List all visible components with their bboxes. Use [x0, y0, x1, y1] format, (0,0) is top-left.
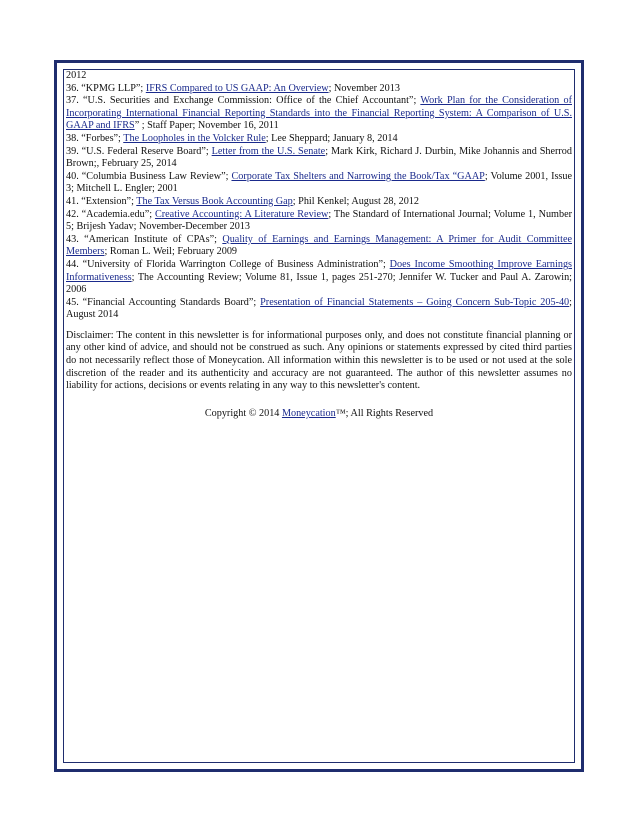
reference-item: 36. “KPMG LLP”; IFRS Compared to US GAAP: An Overview; November 2013	[66, 82, 400, 94]
reference-item: 41. “Extension”; The Tax Versus Book Accounting Gap; Phil Kenkel; August 28, 2012	[66, 195, 419, 207]
moneycation-link[interactable]: Moneycation	[281, 407, 336, 419]
disclaimer-text: Disclaimer: The content in this newsletter is for informational purposes only, and does not constitute financial planning or any other kind of advice, and should not be construed as such. Any opinions or statements expressed by cited third parties do not necessarily reflect those of Moneycation. All information within this newsletter is to be used or not used at the sole discretion of the reader and its authenticity and accuracy are not guaranteed. The author of this newsletter assumes no liability for actions, decisions or events relating in any way to this newsletter's content.	[66, 329, 572, 392]
reference-item: 45. “Financial Accounting Standards Board”; Presentation of Financial Statements – Going Concern Sub-Topic 205-40; August 2014	[66, 296, 572, 321]
reference-link[interactable]: Corporate Tax Shelters and Narrowing the Book/Tax “GAAP	[231, 170, 485, 182]
reference-link[interactable]: IFRS Compared to US GAAP: An Overview	[145, 82, 329, 94]
reference-link[interactable]: Quality of Earnings and Earnings Management: A Primer for Audit Committee Members	[66, 233, 572, 258]
reference-item: 42. “Academia.edu”; Creative Accounting: A Literature Review; The Standard of International Journal; Volume 1, Number 5; Brijesh Yadav; November-December 2013	[66, 208, 572, 233]
reference-item: 38. “Forbes”; The Loopholes in the Volcker Rule; Lee Sheppard; January 8, 2014	[66, 132, 398, 144]
reference-item: 37. “U.S. Securities and Exchange Commission: Office of the Chief Accountant”; Work Plan for the Consideration of Incorporating International Financial Reporting Standards into the Financial Reporting System: A Comparison of U.S. GAAP and IFRS” ; Staff Paper; November 16, 2011	[66, 95, 572, 132]
reference-item: 40. “Columbia Business Law Review”; Corporate Tax Shelters and Narrowing the Book/Tax “GAAP; Volume 2001, Issue 3; Mitchell L. Engler; 2001	[66, 170, 573, 195]
reference-item: 44. “University of Florida Warrington College of Business Administration”; Does Income Smoothing Improve Earnings Informativeness; The Accounting Review; Volume 81, Issue 1, pages 251-270; Jennifer W. Tucker and Paul A. Zarowin; 2006	[66, 258, 573, 296]
reference-link[interactable]: The Tax Versus Book Accounting Gap	[136, 195, 293, 207]
reference-link[interactable]: Work Plan for the Consideration of Incorporating International Financial Reporting Standards into the Financial Reporting System: A Comparison of U.S. GAAP and IFRS	[66, 95, 572, 132]
reference-item: 43. “American Institute of CPAs”; Quality of Earnings and Earnings Management: A Primer for Audit Committee Members; Roman L. Weil; February 2009	[66, 233, 572, 258]
reference-item: 39. “U.S. Federal Reserve Board”; Letter from the U.S. Senate; Mark Kirk, Richard J. Durbin, Mike Johannis and Sherrod Brown;, February 25, 2014	[66, 145, 572, 170]
reference-link[interactable]: Presentation of Financial Statements – Going Concern Sub-Topic 205-40	[260, 296, 570, 308]
reference-link[interactable]: Does Income Smoothing Improve Earnings Informativeness	[66, 258, 573, 283]
reference-link[interactable]: The Loopholes in the Volcker Rule	[123, 132, 266, 144]
reference-item: 2012	[66, 70, 87, 81]
reference-link[interactable]: Letter from the U.S. Senate	[211, 145, 326, 157]
reference-link[interactable]: Creative Accounting: A Literature Review	[154, 208, 329, 220]
newsletter-content	[66, 70, 572, 420]
references-list	[66, 70, 572, 322]
copyright-line: Copyright © 2014 Moneycation™; All Rights Reserved	[204, 407, 434, 419]
